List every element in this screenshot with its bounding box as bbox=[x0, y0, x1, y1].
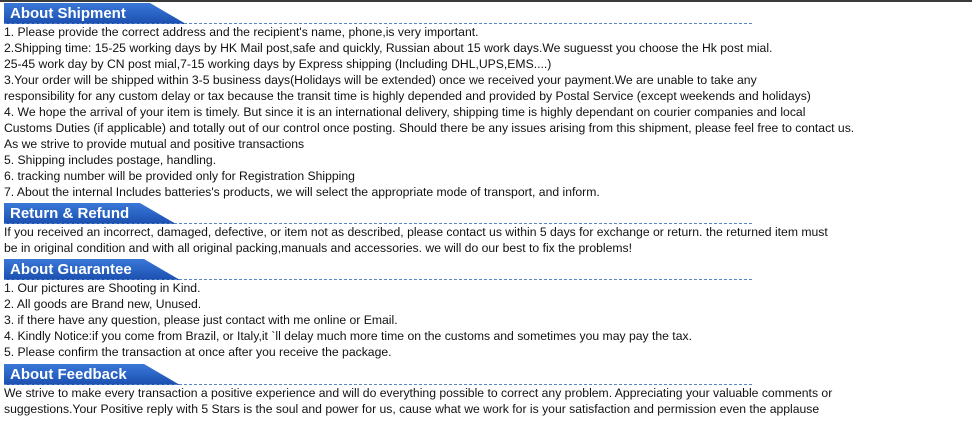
text-line: 25-45 work day by CN post mial,7-15 working days by Express shipping (Including DHL,UPS,EMS....) bbox=[4, 57, 552, 71]
section-title: About Shipment bbox=[4, 3, 150, 24]
text-line: 3. if there have any question, please just contact with me online or Email. bbox=[4, 313, 398, 327]
section-title: About Feedback bbox=[4, 364, 144, 385]
dashed-divider bbox=[4, 223, 752, 224]
text-line: 7. About the internal Includes batteries's products, we will select the appropriate mode of transport, and inform. bbox=[4, 185, 600, 199]
text-line: 5. Please confirm the transaction at once after you receive the package. bbox=[4, 345, 392, 359]
text-line: suggestions.Your Positive reply with 5 Stars is the soul and power for us, cause what we work for is your satisfaction and permission even the applause bbox=[4, 402, 820, 416]
feedback-lines bbox=[0, 385, 972, 417]
dashed-divider bbox=[4, 384, 752, 385]
tab-tail-shape bbox=[140, 203, 176, 224]
text-line: be in original condition and with all original packing,manuals and accessories. we will do our best to fix the problems! bbox=[4, 241, 632, 255]
text-line: We strive to make every transaction a positive experience and will do everything possible to correct any problem. Appreciating your valuable comments or bbox=[4, 386, 833, 400]
section-header bbox=[0, 364, 972, 385]
text-line: 5. Shipping includes postage, handling. bbox=[4, 153, 217, 167]
dashed-divider bbox=[4, 279, 752, 280]
text-line: Customs Duties (if applicable) and totally out of our control once posting. Should there be any issues arising from this shipment, please feel free to contact us. bbox=[4, 121, 855, 135]
tab-tail-shape bbox=[144, 364, 180, 385]
text-line: 2.Shipping time: 15-25 working days by HK Mail post,safe and quickly, Russian about 15 work days.We suguesst you choose the Hk post mial. bbox=[4, 41, 773, 55]
tab-tail-shape bbox=[150, 3, 186, 24]
top-border bbox=[0, 0, 972, 2]
dashed-divider bbox=[4, 23, 752, 24]
section-refund bbox=[0, 203, 972, 256]
text-line: 4. Kindly Notice:if you come from Brazil, or Italy,it `ll delay much more time on the customs and sometimes you may pay the tax. bbox=[4, 329, 692, 343]
refund-lines bbox=[0, 224, 972, 256]
text-line: 1. Our pictures are Shooting in Kind. bbox=[4, 281, 201, 295]
text-line: 6. tracking number will be provided only for Registration Shipping bbox=[4, 169, 355, 183]
guarantee-lines bbox=[0, 280, 972, 360]
section-title: Return & Refund bbox=[4, 203, 140, 224]
section-header bbox=[0, 3, 972, 24]
section-feedback bbox=[0, 364, 972, 417]
section-shipment bbox=[0, 3, 972, 200]
text-line: 3.Your order will be shipped within 3-5 business days(Holidays will be extended) once we received your payment.We are unable to take any bbox=[4, 73, 757, 87]
text-line: As we strive to provide mutual and positive transactions bbox=[4, 137, 305, 151]
text-line: 2. All goods are Brand new, Unused. bbox=[4, 297, 202, 311]
tab-tail-shape bbox=[144, 259, 180, 280]
text-line: responsibility for any custom delay or tax because the transit time is highly depended and provided by Postal Service (except weekends and holidays) bbox=[4, 89, 811, 103]
section-header bbox=[0, 259, 972, 280]
section-title: About Guarantee bbox=[4, 259, 144, 280]
text-line: 1. Please provide the correct address and the recipient's name, phone,is very important. bbox=[4, 25, 479, 39]
text-line: 4. We hope the arrival of your item is timely. But since it is an international delivery, shipping time is highly dependant on courier companies and local bbox=[4, 105, 806, 119]
section-guarantee bbox=[0, 259, 972, 360]
shipment-lines bbox=[0, 24, 972, 200]
section-header bbox=[0, 203, 972, 224]
text-line: If you received an incorrect, damaged, defective, or item not as described, please contact us within 5 days for exchange or return. the returned item must bbox=[4, 225, 828, 239]
